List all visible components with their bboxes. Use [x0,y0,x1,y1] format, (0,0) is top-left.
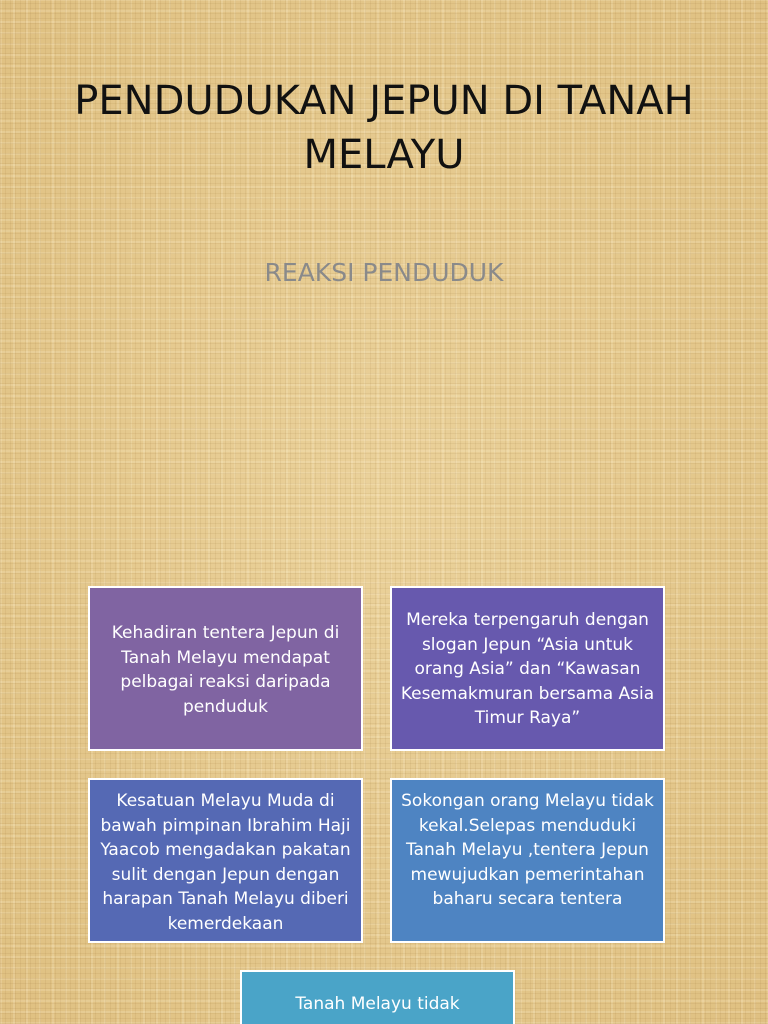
reaction-box-1 [88,586,363,751]
slide-subtitle: REAKSI PENDUDUK [264,258,504,287]
reaction-box-4 [390,778,665,943]
reaction-box-3-text: Kesatuan Melayu Muda di bawah pimpinan Ibrahim Haji Yaacob mengadakan pakatan sulit dengan Jepun dengan harapan Tanah Melayu diberi kemerdekaan [100,791,351,934]
reaction-box-4-text: Sokongan orang Melayu tidak kekal.Selepas menduduki Tanah Melayu ,tentera Jepun mewujudkan pemerintahan baharu secara tentera [401,791,654,909]
reaction-box-5 [240,970,515,1024]
reaction-box-5-text: Tanah Melayu tidak [295,994,460,1014]
reaction-box-1-text: Kehadiran tentera Jepun di Tanah Melayu mendapat pelbagai reaksi daripada penduduk [111,623,340,717]
slide-title: PENDUDUKAN JEPUN DI TANAH MELAYU [74,78,694,178]
reaction-box-2-text: Mereka terpengaruh dengan slogan Jepun “Asia untuk orang Asia” dan “Kawasan Kesemakmuran bersama Asia Timur Raya” [400,610,655,728]
reaction-box-2 [390,586,665,751]
reaction-box-3 [88,778,363,943]
